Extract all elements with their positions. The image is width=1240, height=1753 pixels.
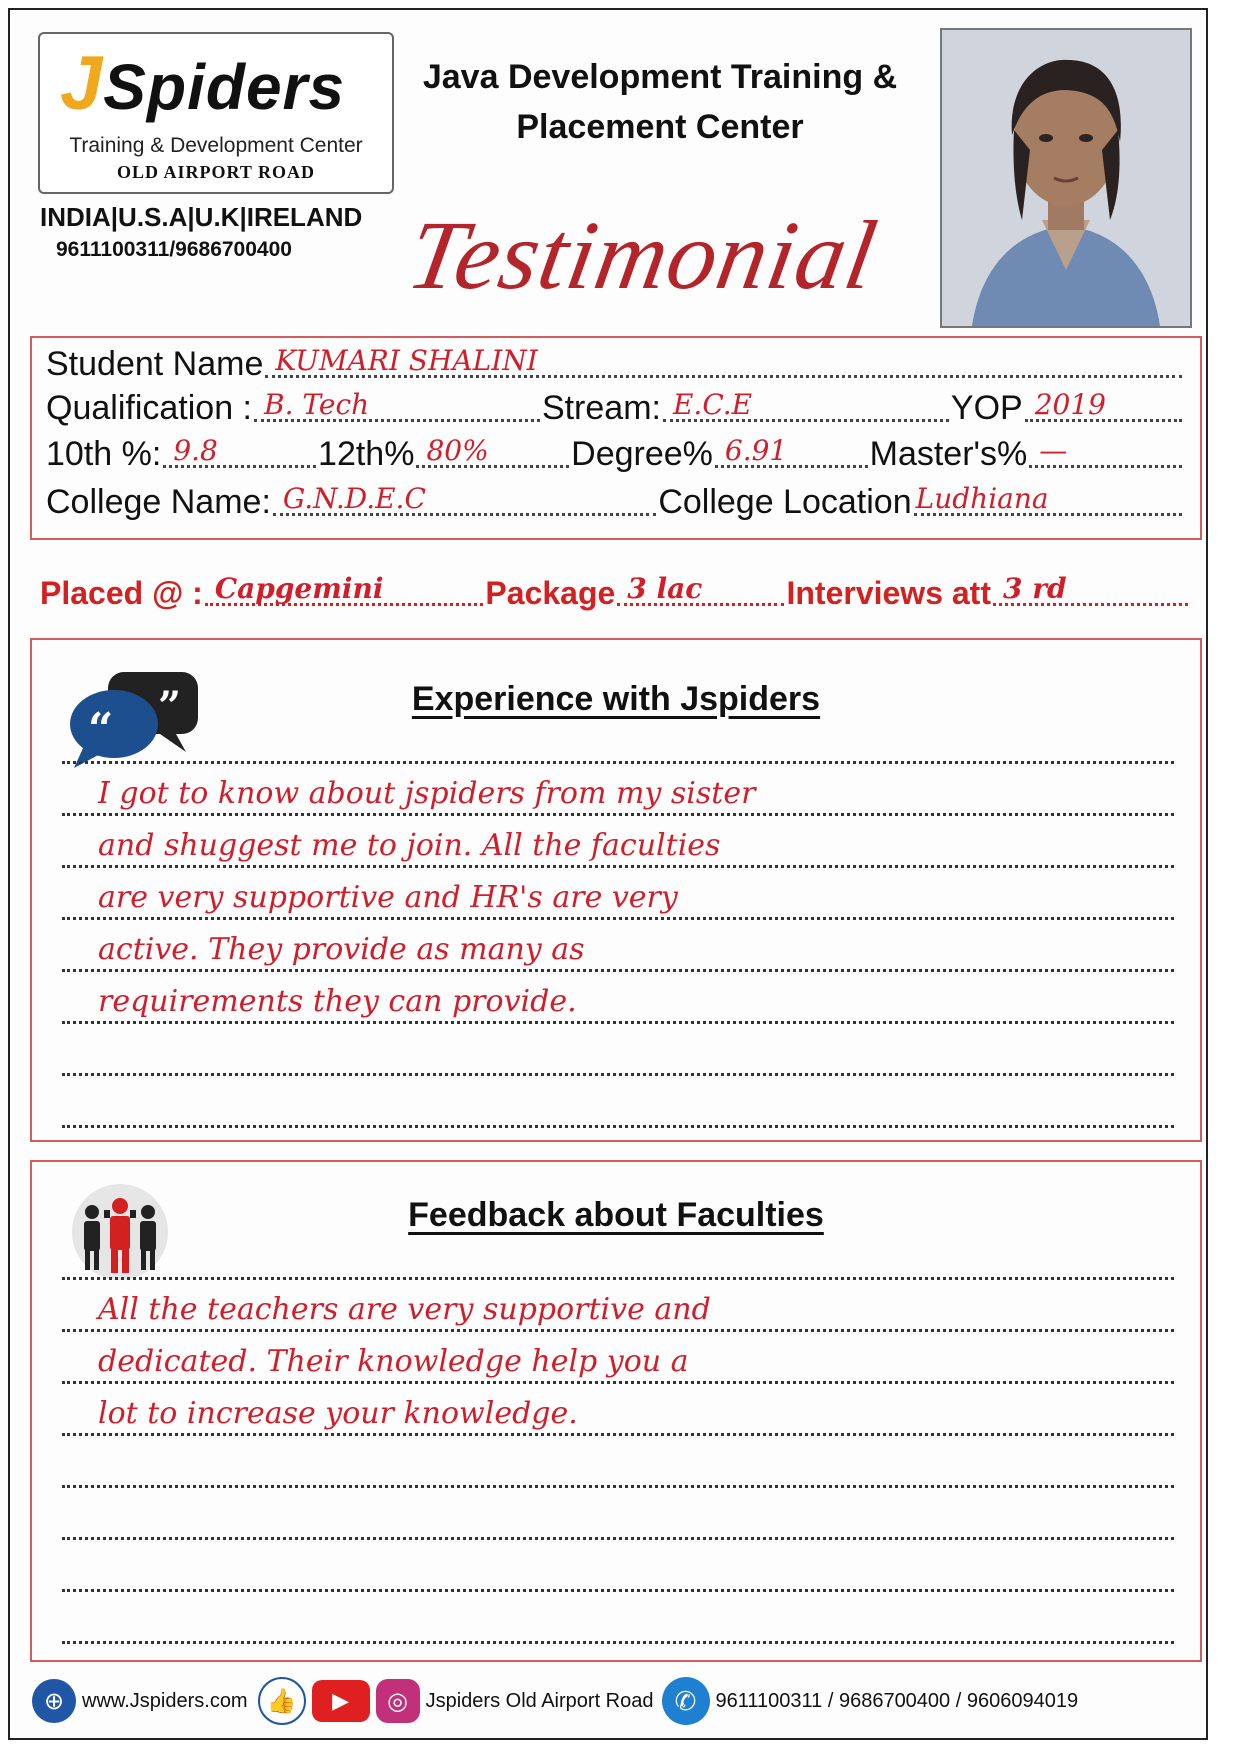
label-degree: Degree% xyxy=(571,435,713,473)
field-placed[interactable] xyxy=(205,571,484,606)
feedback-title: Feedback about Faculties xyxy=(408,1196,824,1234)
row-qualification xyxy=(46,384,1184,428)
feedback-line xyxy=(62,1436,1174,1488)
student-photo xyxy=(940,28,1192,328)
label-twelfth: 12th% xyxy=(318,435,415,473)
center-title: Java Development Training & Placement Center xyxy=(422,58,898,146)
youtube-icon[interactable]: ▶ xyxy=(312,1680,370,1722)
instagram-icon[interactable]: ◎ xyxy=(376,1679,420,1723)
feedback-section xyxy=(30,1160,1202,1662)
value-college-name: G.N.D.E.C xyxy=(282,482,426,515)
feedback-line xyxy=(62,1228,1174,1280)
document-title: Testimonial xyxy=(400,202,885,310)
value-college-location: Ludhiana xyxy=(915,482,1049,515)
experience-line xyxy=(62,1076,1174,1128)
countries-line: INDIA|U.S.A|U.K|IRELAND xyxy=(40,202,363,232)
experience-line: are very supportive and HR's are very xyxy=(62,868,1174,920)
feedback-line: All the teachers are very supportive and xyxy=(62,1280,1174,1332)
value-yop: 2019 xyxy=(1034,388,1106,421)
field-yop[interactable] xyxy=(1025,387,1182,422)
feedback-lines[interactable] xyxy=(62,1228,1174,1644)
footer-instagram[interactable]: Jspiders Old Airport Road xyxy=(425,1689,654,1712)
field-stream[interactable] xyxy=(663,387,949,422)
student-info-box xyxy=(30,336,1202,540)
experience-line: and shuggest me to join. All the faculties xyxy=(62,816,1174,868)
experience-title: Experience with Jspiders xyxy=(411,680,821,718)
field-degree[interactable] xyxy=(715,433,868,468)
logo-tagline: Training & Development Center xyxy=(69,134,363,157)
phone-icon: ✆ xyxy=(662,1677,710,1725)
footer-website[interactable]: www.Jspiders.com xyxy=(82,1689,248,1712)
value-package: 3 lac xyxy=(627,572,703,605)
feedback-line xyxy=(62,1592,1174,1644)
feedback-line: dedicated. Their knowledge help you a xyxy=(62,1332,1174,1384)
label-package: Package xyxy=(485,575,616,611)
label-tenth: 10th %: xyxy=(46,435,162,473)
label-qualification: Qualification : xyxy=(46,389,252,427)
header-phones: 9611100311/9686700400 xyxy=(56,238,292,261)
row-percentages xyxy=(46,430,1184,474)
experience-line: I got to know about jspiders from my sister xyxy=(62,764,1174,816)
value-student-name: KUMARI SHALINI xyxy=(275,344,538,377)
field-student-name[interactable] xyxy=(265,343,1182,378)
label-interviews: Interviews att xyxy=(786,575,991,611)
logo-wordmark: JSpiders xyxy=(60,41,346,126)
logo-branch: OLD AIRPORT ROAD xyxy=(116,162,316,182)
value-interviews: 3 rd xyxy=(1002,572,1067,605)
feedback-line xyxy=(62,1540,1174,1592)
experience-line: requirements they can provide. xyxy=(62,972,1174,1024)
field-twelfth[interactable] xyxy=(416,433,569,468)
svg-text:“: “ xyxy=(88,704,114,755)
label-stream: Stream: xyxy=(541,389,661,427)
field-package[interactable] xyxy=(617,571,784,606)
value-twelfth: 80% xyxy=(426,434,489,467)
label-student-name: Student Name xyxy=(46,345,264,383)
label-yop: YOP xyxy=(950,389,1023,427)
value-stream: E.C.E xyxy=(672,388,753,421)
experience-line: active. They provide as many as xyxy=(62,920,1174,972)
jspiders-logo xyxy=(38,32,394,194)
label-placed: Placed @ : xyxy=(40,575,203,611)
field-masters[interactable] xyxy=(1029,433,1182,468)
svg-text:”: ” xyxy=(158,683,182,730)
footer-phones[interactable]: 9611100311 / 9686700400 / 9606094019 xyxy=(715,1689,1079,1712)
label-masters: Master's% xyxy=(869,435,1028,473)
row-college xyxy=(46,478,1184,522)
value-tenth: 9.8 xyxy=(173,434,218,467)
portrait-image xyxy=(942,30,1190,326)
placement-row xyxy=(40,568,1190,612)
value-masters: — xyxy=(1039,434,1068,467)
feedback-line xyxy=(62,1488,1174,1540)
experience-line xyxy=(62,712,1174,764)
experience-line xyxy=(62,1024,1174,1076)
field-tenth[interactable] xyxy=(163,433,316,468)
label-college-name: College Name: xyxy=(46,483,271,521)
row-student-name xyxy=(46,340,1184,384)
footer-bar xyxy=(32,1670,1212,1732)
globe-icon: ⊕ xyxy=(32,1679,76,1723)
field-qualification[interactable] xyxy=(254,387,540,422)
thumbs-up-icon: 👍 xyxy=(258,1677,306,1725)
field-college-location[interactable] xyxy=(914,481,1182,516)
field-interviews[interactable] xyxy=(993,571,1188,606)
testimonial-sheet xyxy=(8,8,1208,1740)
experience-lines[interactable] xyxy=(62,712,1174,1128)
value-placed: Capgemini xyxy=(214,572,384,605)
value-degree: 6.91 xyxy=(724,434,788,467)
experience-section xyxy=(30,638,1202,1142)
field-college-name[interactable] xyxy=(273,481,656,516)
feedback-line: lot to increase your knowledge. xyxy=(62,1384,1174,1436)
label-college-location: College Location xyxy=(658,483,912,521)
value-qualification: B. Tech xyxy=(264,388,370,421)
